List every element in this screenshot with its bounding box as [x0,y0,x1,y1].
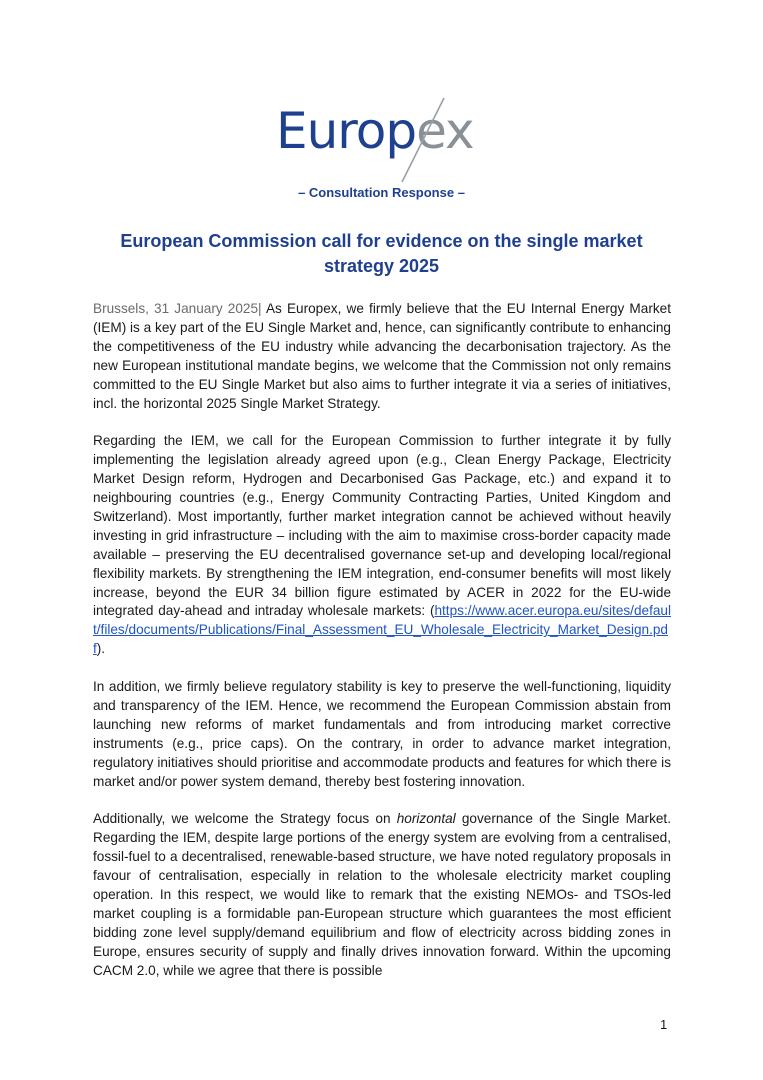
paragraph-4-emphasis: horizontal [396,811,456,827]
paragraph-3-text: In addition, we firmly believe regulatory stability is key to preserve the well-functioning, liquidity and transparency of the IEM. Hence, we recommend the European Commission abstain from launching new reforms of market fundamentals and from introducing market corrective instruments (e.g., price caps). On the contrary, in order to advance market integration, regulatory initiatives should prioritise and accommodate products and features for which there is market and/or power system demand, thereby best fostering innovation. [93,679,671,789]
paragraph-3 [93,678,671,791]
paragraph-2-text: Regarding the IEM, we call for the European Commission to further integrate it by fully implementing the legislation already agreed upon (e.g., Clean Energy Package, Electricity Market Design reform, Hydrogen and Decarbonised Gas Package, etc.) and expand it to neighbouring countries (e.g., Energy Community Contracting Parties, United Kingdom and Switzerland). Most importantly, further market integration cannot be achieved without heavily investing in grid infrastructure – including with the aim to maximise cross-border capacity made available – preserving the EU decentralised governance set-up and developing local/regional flexibility markets. By strengthening the IEM integration, end-consumer benefits will most likely increase, beyond the EUR 34 billion figure estimated by ACER in 2022 for the EU-wide integrated day-ahead and intraday wholesale markets: [93,433,671,619]
logo-part-europ: Europ [276,102,417,160]
logo-part-ex: ex [416,102,474,160]
paragraph-1 [93,300,671,413]
document-title: European Commission call for evidence on the single market strategy 2025 [120,231,643,276]
paragraph-2 [93,432,671,659]
acer-report-link[interactable]: https://www.acer.europa.eu/sites/default/files/documents/Publications/Final_Assessment_EU_Wholesale_Electricity_Market_Design.pdf [93,603,671,657]
page-number: 1 [660,1017,668,1032]
europex-logo [276,96,488,184]
paragraph-1-text: As Europex, we firmly believe that the EU Internal Energy Market (IEM) is a key part of the EU Single Market and, hence, can significantly contribute to enhancing the competitiveness of the EU industry while advancing the decarbonisation trajectory. As the new European institutional mandate begins, we welcome that the Commission not only remains committed to the EU Single Market but also aims to further integrate it via a series of initiatives, incl. the horizontal 2025 Single Market Strategy. [93,301,671,411]
paragraph-2-close-paren: ). [96,641,106,657]
dateline: Brussels, 31 January 2025| [93,301,262,316]
logo-slash-icon [276,96,488,184]
paragraph-4 [93,810,671,980]
paragraph-4-text-after: governance of the Single Market. Regarding the IEM, despite large portions of the energy system are evolving from a centralised, fossil-fuel to a decentralised, renewable-based structure, we have noted regulatory proposals in favour of centralisation, especially in relation to the wholesale electricity market coupling operation. In this respect, we would like to remark that the existing NEMOs- and TSOs-led market coupling is a formidable pan-European structure which guarantees the most efficient bidding zone level supply/demand equilibrium and flow of electricity across bidding zones in Europe, ensures security of supply and finally drives innovation forward. Within the upcoming CACM 2.0, while we agree that there is possible [93,811,671,978]
paragraph-2-open-paren: ( [429,603,435,619]
document-subtitle: – Consultation Response – [298,185,465,200]
paragraph-4-text-before: Additionally, we welcome the Strategy focus on [93,811,397,827]
document-body [93,300,671,999]
